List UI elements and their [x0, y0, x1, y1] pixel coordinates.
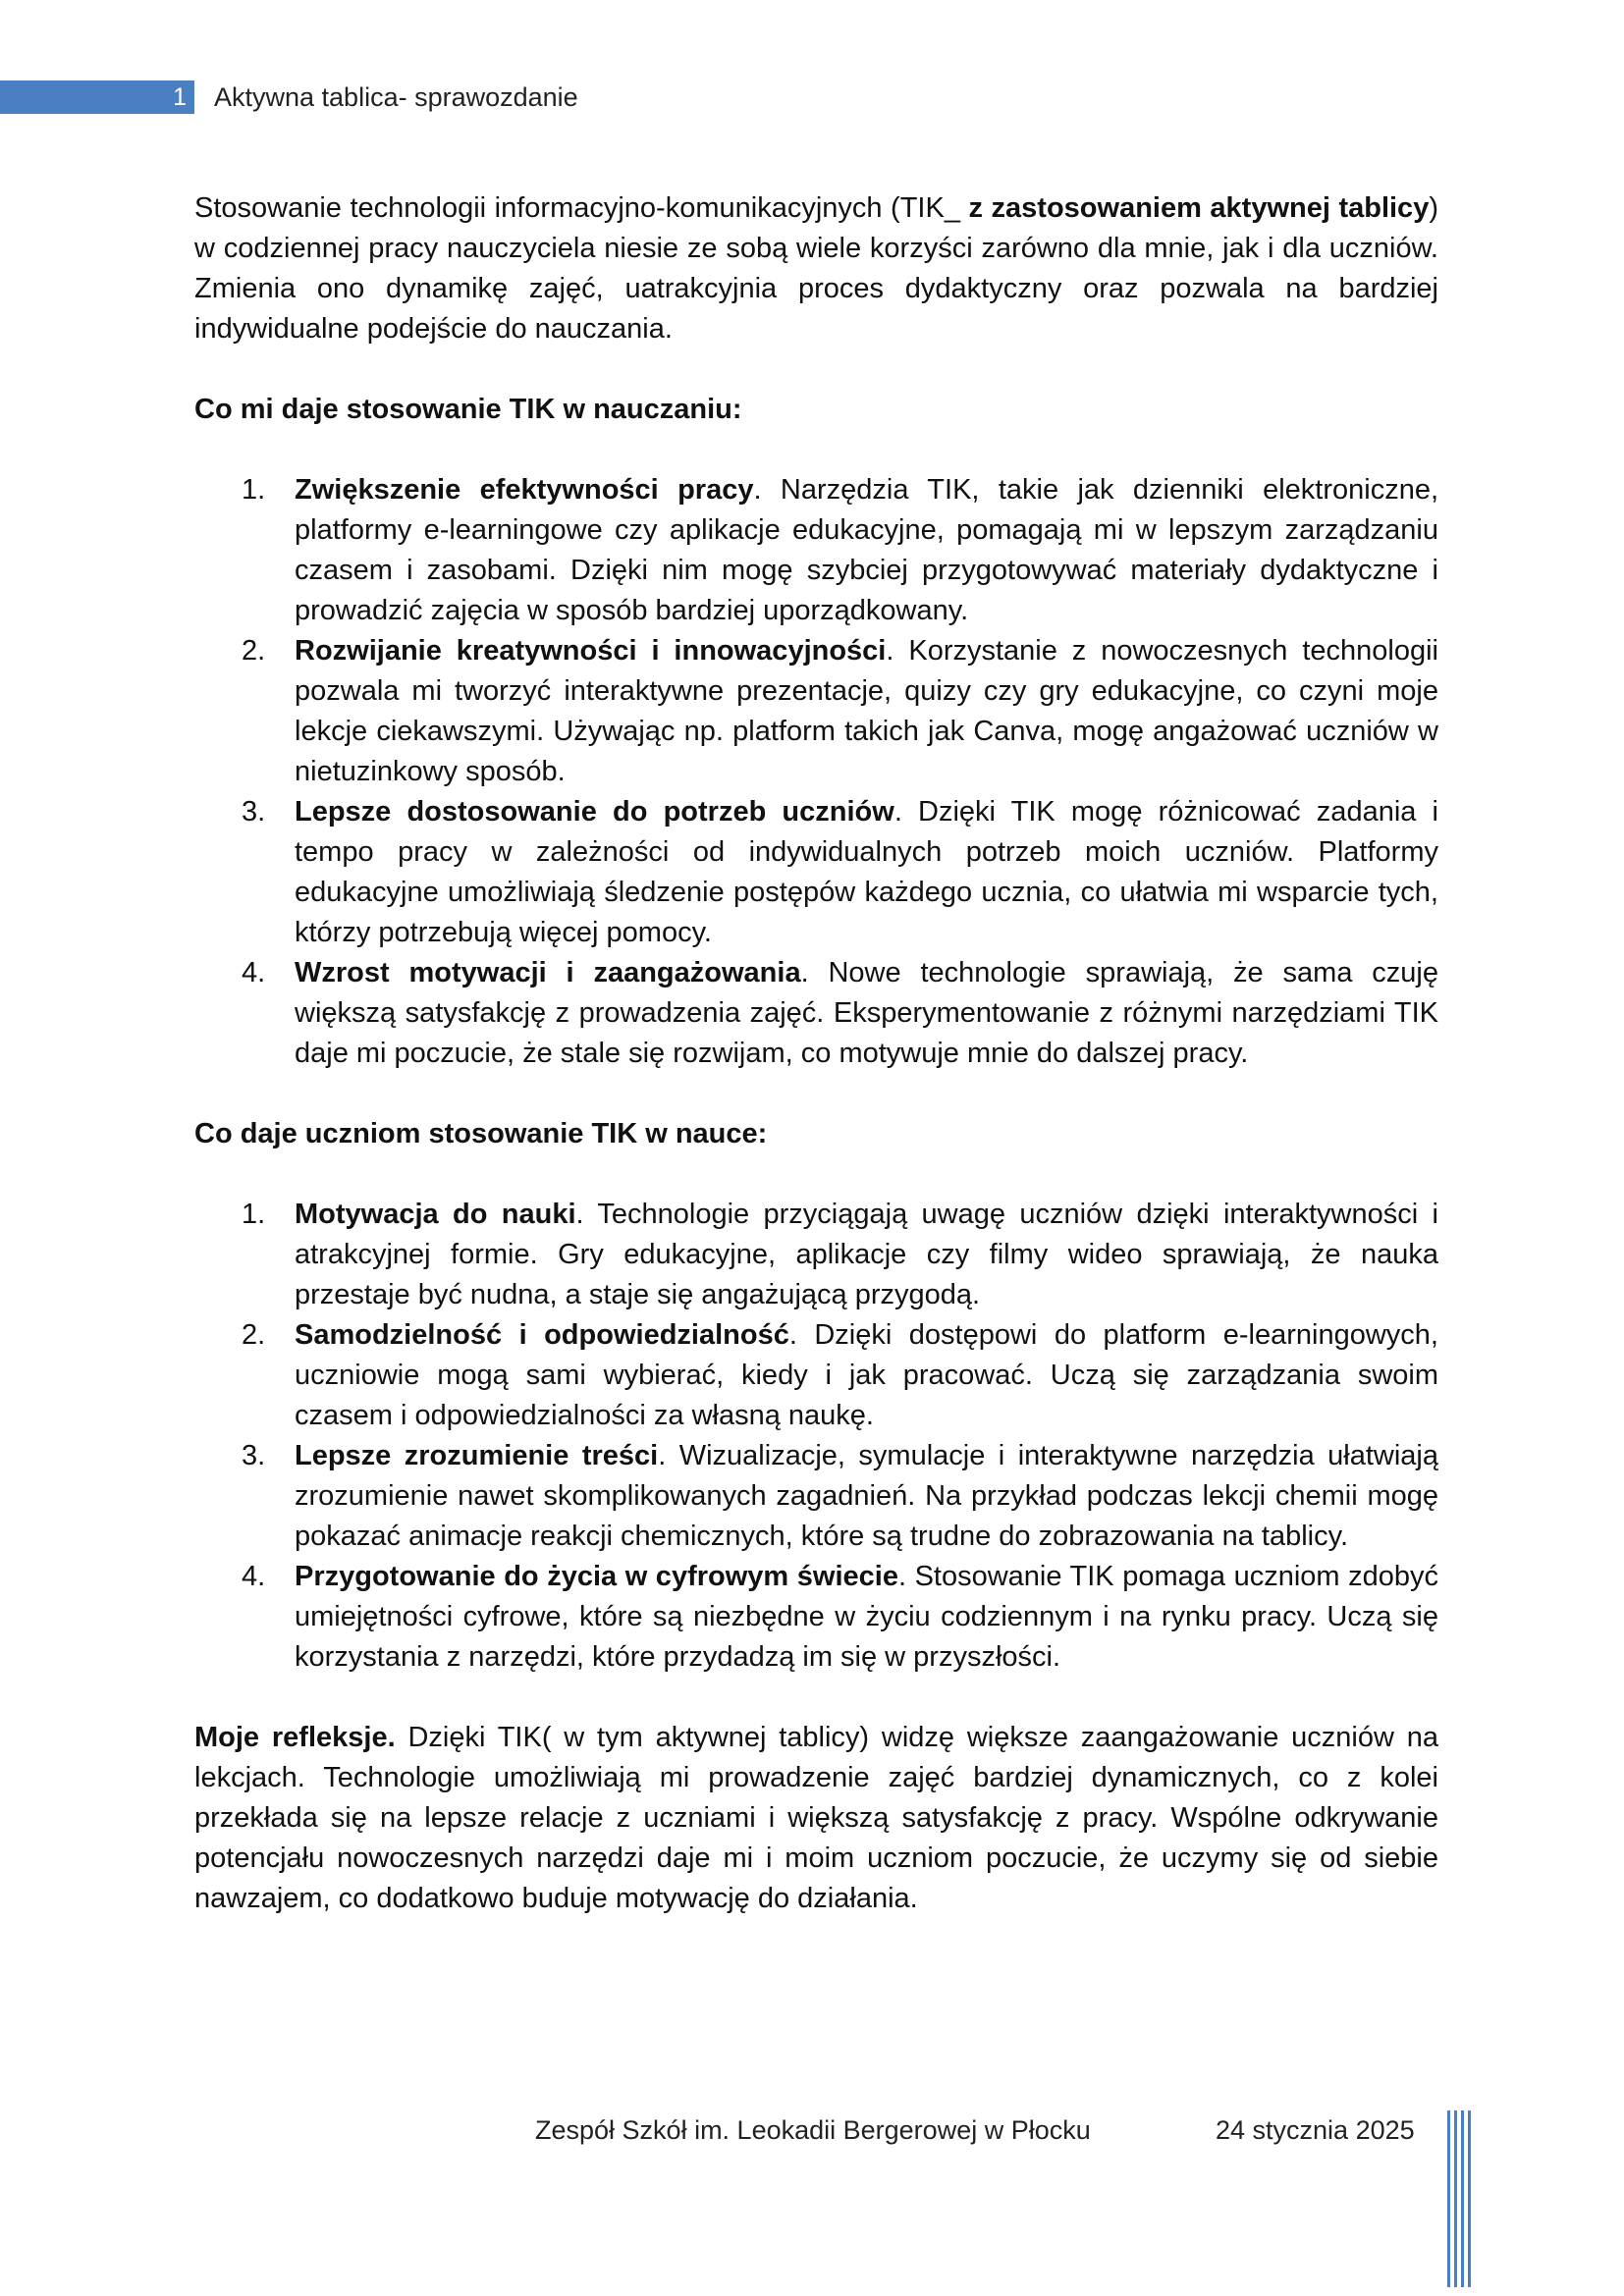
footer-decor-line — [1454, 2110, 1457, 2287]
footer-decor-line — [1468, 2110, 1471, 2287]
footer-decor-line — [1461, 2110, 1464, 2287]
list-item: 3. Lepsze dostosowanie do potrzeb uczniów. Dzięki TIK mogę różnicować zadania i tempo pracy w zależności od indywidualnych potrzeb moich uczniów. Platformy edukacyjne umożliwiają śledzenie postępów każdego ucznia, co ułatwia mi wsparcie tych, którzy potrzebują więcej pomocy. — [242, 796, 1438, 948]
student-benefits-list — [194, 1195, 1438, 1678]
list-item: 1. Zwiększenie efektywności pracy. Narzędzia TIK, takie jak dzienniki elektroniczne, platformy e-learningowe czy aplikacje edukacyjne, pomagają mi w lepszym zarządzaniu czasem i zasobami. Dzięki nim mogę szybciej przygotowywać materiały dydaktyczne i prowadzić zajęcia w sposób bardziej uporządkowany. — [242, 474, 1439, 626]
footer-organization: Zespół Szkół im. Leokadii Bergerowej w Płocku — [535, 2115, 1091, 2145]
list-item: 4. Wzrost motywacji i zaangażowania. Nowe technologie sprawiają, że sama czuję większą satysfakcję z prowadzenia zajęć. Eksperymentowanie z różnymi narzędziami TIK daje mi poczucie, że stale się rozwijam, co motywuje mnie do dalszej pracy. — [242, 957, 1438, 1069]
intro-paragraph: Stosowanie technologii informacyjno-komunikacyjnych (TIK_ z zastosowaniem aktywnej tablicy) w codziennej pracy nauczyciela niesie ze sobą wiele korzyści zarówno dla mnie, jak i dla uczniów. Zmienia ono dynamikę zajęć, uatrakcyjnia proces dydaktyczny oraz pozwala na bardziej indywidualne podejście do nauczania. — [194, 192, 1438, 345]
list-item: 2. Rozwijanie kreatywności i innowacyjności. Korzystanie z nowoczesnych technologii pozwala mi tworzyć interaktywne prezentacje, quizy czy gry edukacyjne, co czyni moje lekcje ciekawszymi. Używając np. platform takich jak Canva, mogę angażować uczniów w nietuzinkowy sposób. — [242, 635, 1438, 787]
section-heading-teacher: Co mi daje stosowanie TIK w nauczaniu: — [194, 394, 742, 425]
list-item: 4. Przygotowanie do życia w cyfrowym świecie. Stosowanie TIK pomaga uczniom zdobyć umiejętności cyfrowe, które są niezbędne w życiu codziennym i na rynku pracy. Uczą się korzystania z narzędzi, które przydadzą im się w przyszłości. — [242, 1561, 1438, 1673]
list-item: 2. Samodzielność i odpowiedzialność. Dzięki dostępowi do platform e-learningowych, uczniowie mogą sami wybierać, kiedy i jak pracować. Uczą się zarządzania swoim czasem i odpowiedzialności za własną naukę. — [242, 1319, 1438, 1431]
reflections-paragraph: Moje refleksje. Dzięki TIK( w tym aktywnej tablicy) widzę większe zaangażowanie uczniów na lekcjach. Technologie umożliwiają mi prowadzenie zajęć bardziej dynamicznych, co z kolei przekłada się na lepsze relacje z uczniami i większą satysfakcję z pracy. Wspólne odkrywanie potencjału nowoczesnych narzędzi daje mi i moim uczniom poczucie, że uczymy się od siebie nawzajem, co dodatkowo buduje motywację do działania. — [194, 1722, 1439, 1914]
document-header-title: Aktywna tablica- sprawozdanie — [214, 82, 578, 112]
section-heading-students: Co daje uczniom stosowanie TIK w nauce: — [194, 1118, 768, 1149]
document-body — [194, 188, 1438, 1919]
page-number: 1 — [173, 83, 187, 111]
list-item: 3. Lepsze zrozumienie treści. Wizualizacje, symulacje i interaktywne narzędzia ułatwiają zrozumienie nawet skomplikowanych zagadnień. Na przykład podczas lekcji chemii mogę pokazać animacje reakcji chemicznych, które są trudne do zobrazowania na tablicy. — [242, 1440, 1439, 1552]
list-item: 1. Motywacja do nauki. Technologie przyciągają uwagę uczniów dzięki interaktywności i atrakcyjnej formie. Gry edukacyjne, aplikacje czy filmy wideo sprawiają, że nauka przestaje być nudna, a staje się angażującą przygodą. — [242, 1199, 1438, 1310]
footer-date: 24 stycznia 2025 — [1216, 2115, 1415, 2145]
teacher-benefits-list — [194, 470, 1438, 1074]
footer-decor-line — [1447, 2110, 1450, 2287]
